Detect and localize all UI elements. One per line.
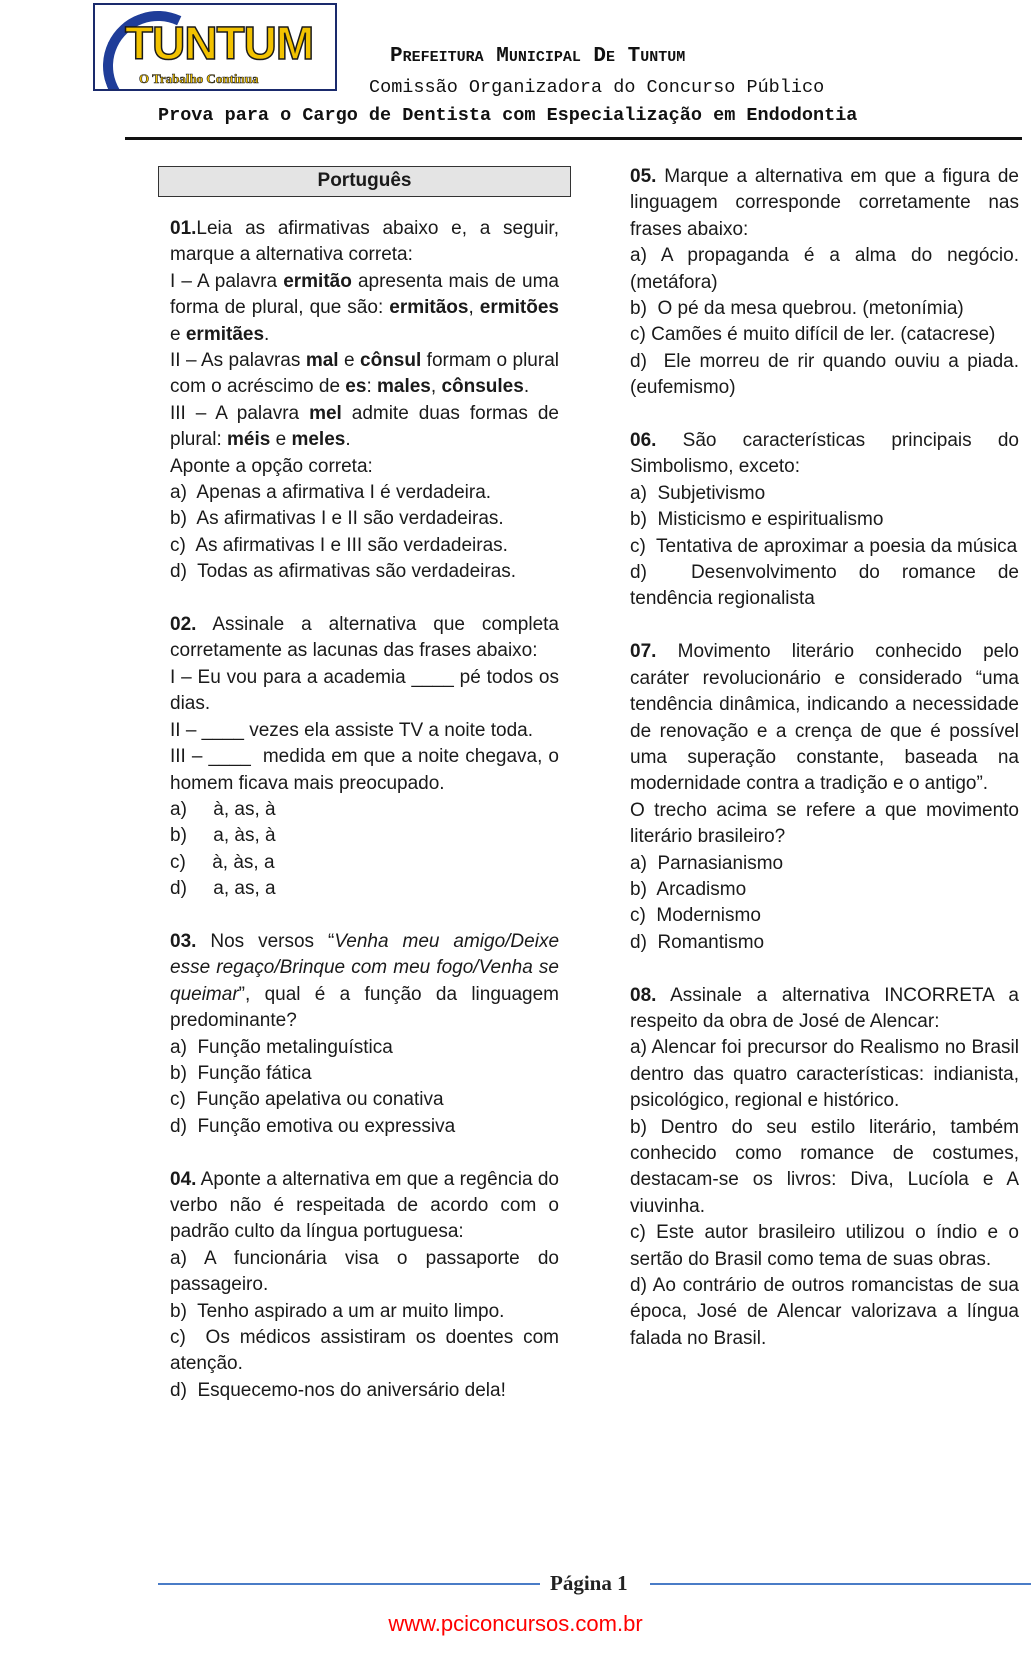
question-line <box>630 903 1019 929</box>
question-block <box>630 428 1025 613</box>
question-line <box>170 1246 565 1299</box>
bold-text: es <box>345 376 367 398</box>
question-line <box>170 506 559 532</box>
text: apresenta mais de uma forma de plural, que são: <box>170 270 565 319</box>
question-line <box>170 876 559 902</box>
text: d) Ele morreu de rir quando ouviu a piada. (eufemismo) <box>630 350 1025 399</box>
text: b) As afirmativas I e II são verdadeiras. <box>170 508 504 530</box>
text: Movimento literário conhecido pelo caráter revolucionário e considerado “uma tendência dinâmica, indicando a necessidade de renovação e a crença de que é possível uma superação constante, baseada na modernidade contra a tradição e o antigo”. <box>630 641 1025 795</box>
text: a) Função metalinguística <box>170 1036 393 1058</box>
subject-heading: Português <box>158 166 571 197</box>
text: a) Parnasianismo <box>630 852 784 874</box>
question-line <box>170 1035 559 1061</box>
bold-text: 06. <box>630 430 657 452</box>
text: O trecho acima se refere a que movimento literário brasileiro? <box>630 799 1025 848</box>
text: b) Arcadismo <box>630 878 747 900</box>
bold-text: 08. <box>630 984 657 1006</box>
question-line <box>630 1035 1025 1114</box>
header-subtitle: Comissão Organizadora do Concurso Público <box>369 77 825 98</box>
bold-text: ermitãos <box>389 297 469 319</box>
text: c) Modernismo <box>630 905 761 927</box>
text: d) Desenvolvimento do romance de tendência regionalista <box>630 562 1025 610</box>
question-line <box>630 507 1019 533</box>
question-line <box>170 1299 559 1325</box>
question-line <box>170 797 559 823</box>
question-line <box>170 718 559 744</box>
url-link[interactable]: www.pciconcursos.com.br <box>388 1611 643 1636</box>
question-line <box>630 243 1025 296</box>
question-stem <box>630 164 1025 243</box>
bold-text: ermitão <box>283 270 352 292</box>
text: d) Todas as afirmativas são verdadeiras. <box>170 561 517 583</box>
bold-text: meles <box>291 429 346 451</box>
question-stem <box>170 1167 565 1246</box>
question-line <box>630 930 1019 956</box>
header-divider <box>125 137 1022 140</box>
bold-text: 02. <box>170 614 197 636</box>
text: a) Apenas a afirmativa I é verdadeira. <box>170 482 492 504</box>
question-block <box>630 164 1025 402</box>
question-line <box>630 798 1025 851</box>
bold-text: 01. <box>170 218 197 239</box>
text: c) Este autor brasileiro utilizou o índio e o sertão do Brasil como tema de suas obras. <box>630 1222 1025 1270</box>
bold-text: 04. <box>170 1168 197 1190</box>
question-line <box>170 1325 565 1378</box>
question-line <box>170 850 559 876</box>
question-line <box>170 1061 559 1087</box>
question-line <box>170 665 565 718</box>
left-column <box>170 216 565 1431</box>
question-line <box>170 480 559 506</box>
question-stem <box>630 639 1025 797</box>
text: Aponte a alternativa em que a regência do verbo não é respeitada de acordo com o padrão culto da língua portuguesa: <box>170 1168 565 1243</box>
question-stem <box>170 216 565 269</box>
question-line <box>170 559 559 585</box>
right-column <box>630 164 1025 1379</box>
text: admite duas formas de plural: <box>170 402 565 451</box>
text: c) Tentativa de aproximar a poesia da música <box>630 535 1018 557</box>
question-line <box>170 823 559 849</box>
text: . <box>345 429 351 451</box>
text: c) Os médicos assistiram os doentes com atenção. <box>170 1327 565 1375</box>
text: : <box>366 376 377 398</box>
bold-text: cônsul <box>360 350 422 372</box>
bold-text: mel <box>309 402 342 424</box>
text: d) Função emotiva ou expressiva <box>170 1115 456 1137</box>
text: b) a, às, à <box>170 825 276 847</box>
source-url[interactable] <box>0 1610 1031 1638</box>
bold-text: méis <box>227 429 271 451</box>
question-block <box>170 216 565 586</box>
question-line <box>170 744 565 797</box>
text: Marque a alternativa em que a figura de linguagem corresponde corretamente nas frases abaixo: <box>630 166 1025 240</box>
bold-text: 03. <box>170 930 197 952</box>
question-stem <box>630 983 1025 1036</box>
text: III – A palavra <box>170 402 310 424</box>
question-stem <box>170 929 565 1035</box>
question-stem <box>630 428 1025 481</box>
question-line <box>630 534 1019 560</box>
logo-word: TUNTUM <box>125 17 314 69</box>
text: a) Alencar foi precursor do Realismo no Brasil dentro das quatro características: indianista, psicológico, regional e histórico. <box>630 1037 1025 1112</box>
text: , <box>468 297 480 319</box>
text: d) Ao contrário de outros romancistas de sua época, José de Alencar valorizava a língua falada no Brasil. <box>630 1275 1025 1349</box>
text: d) a, as, a <box>170 878 276 900</box>
text: Aponte a opção correta: <box>170 455 373 477</box>
exam-title: Prova para o Cargo de Dentista com Especialização em Endodontia <box>158 105 858 126</box>
question-line <box>630 560 1025 613</box>
text: b) Dentro do seu estilo literário, também conhecido como romance de costumes, destacam-se os livros: Diva, Lucíola e A viuvinha. <box>630 1116 1025 1217</box>
bold-text: mal <box>305 350 339 372</box>
footer-line-left <box>158 1583 540 1585</box>
bold-text: ermitães <box>185 323 265 345</box>
question-line <box>630 481 1019 507</box>
question-line <box>630 296 1019 322</box>
question-block <box>630 639 1025 956</box>
text: e <box>338 350 361 372</box>
text: II – ____ vezes ela assiste TV a noite toda. <box>170 719 533 741</box>
question-line <box>170 401 565 454</box>
question-line <box>170 1378 559 1404</box>
page-number: Página 1 <box>550 1571 628 1595</box>
text: I – A palavra <box>170 270 284 292</box>
question-line <box>630 851 1019 877</box>
text: e <box>270 429 292 451</box>
text: São características principais do Simbolismo, exceto: <box>630 430 1025 478</box>
question-line <box>170 1087 559 1113</box>
text: II – As palavras <box>170 350 306 372</box>
question-line <box>170 269 565 348</box>
question-line <box>630 1115 1025 1221</box>
question-line <box>630 1273 1025 1352</box>
text: , <box>430 376 442 398</box>
text: a) Subjetivismo <box>630 482 766 504</box>
header-title: Prefeitura Municipal De Tuntum <box>390 45 686 68</box>
bold-text: 07. <box>630 641 657 663</box>
question-line <box>170 1114 559 1140</box>
footer-line-right <box>650 1583 1031 1585</box>
tuntum-logo <box>93 3 337 91</box>
text: Leia as afirmativas abaixo e, a seguir, marque a alternativa correta: <box>170 218 565 266</box>
question-block <box>630 983 1025 1353</box>
question-line <box>170 348 565 401</box>
logo-motto: O Trabalho Continua <box>139 71 259 86</box>
text: III – ____ medida em que a noite chegava, o homem ficava mais preocupado. <box>170 746 565 794</box>
bold-text: males <box>377 376 431 398</box>
text: c) Camões é muito difícil de ler. (catacrese) <box>630 324 996 346</box>
text: a) A propaganda é a alma do negócio. (metáfora) <box>630 245 1025 293</box>
text: e <box>170 297 565 345</box>
text: d) Romantismo <box>630 931 765 953</box>
italic-text: Venha meu amigo/Deixe esse regaço/Brinque com meu fogo/Venha se queimar <box>170 930 565 1005</box>
question-line <box>630 877 1019 903</box>
text: d) Esquecemo-nos do aniversário dela! <box>170 1379 506 1401</box>
text: c) As afirmativas I e III são verdadeiras. <box>170 534 508 556</box>
bold-text: cônsules <box>441 376 524 398</box>
text: Assinale a alternativa que completa corretamente as lacunas das frases abaixo: <box>170 614 565 662</box>
text: a) à, as, à <box>170 798 276 820</box>
text: ”, qual é a função da linguagem predominante? <box>170 983 565 1032</box>
question-block <box>170 1167 565 1405</box>
question-block <box>170 929 565 1140</box>
text: . <box>264 323 270 345</box>
text: b) O pé da mesa quebrou. (metonímia) <box>630 298 964 320</box>
bold-text: ermitões <box>479 297 559 319</box>
text: b) Tenho aspirado a um ar muito limpo. <box>170 1300 505 1322</box>
text: b) Função fática <box>170 1062 312 1084</box>
text: formam o plural com o acréscimo de <box>170 350 565 398</box>
question-block <box>170 612 565 902</box>
text: c) Função apelativa ou conativa <box>170 1089 444 1111</box>
question-line <box>170 454 559 480</box>
question-stem <box>170 612 565 665</box>
text: a) A funcionária visa o passaporte do passageiro. <box>170 1247 565 1296</box>
text: . <box>523 376 530 398</box>
question-line <box>630 349 1025 402</box>
text: Nos versos “ <box>196 930 335 952</box>
text: c) à, às, a <box>170 851 275 873</box>
question-line <box>630 322 1019 348</box>
text: Assinale a alternativa INCORRETA a respeito da obra de José de Alencar: <box>630 984 1025 1032</box>
text: b) Misticismo e espiritualismo <box>630 509 884 531</box>
question-line <box>170 533 559 559</box>
bold-text: 05. <box>630 166 657 187</box>
text: I – Eu vou para a academia ____ pé todos os dias. <box>170 666 565 715</box>
question-line <box>630 1220 1025 1273</box>
